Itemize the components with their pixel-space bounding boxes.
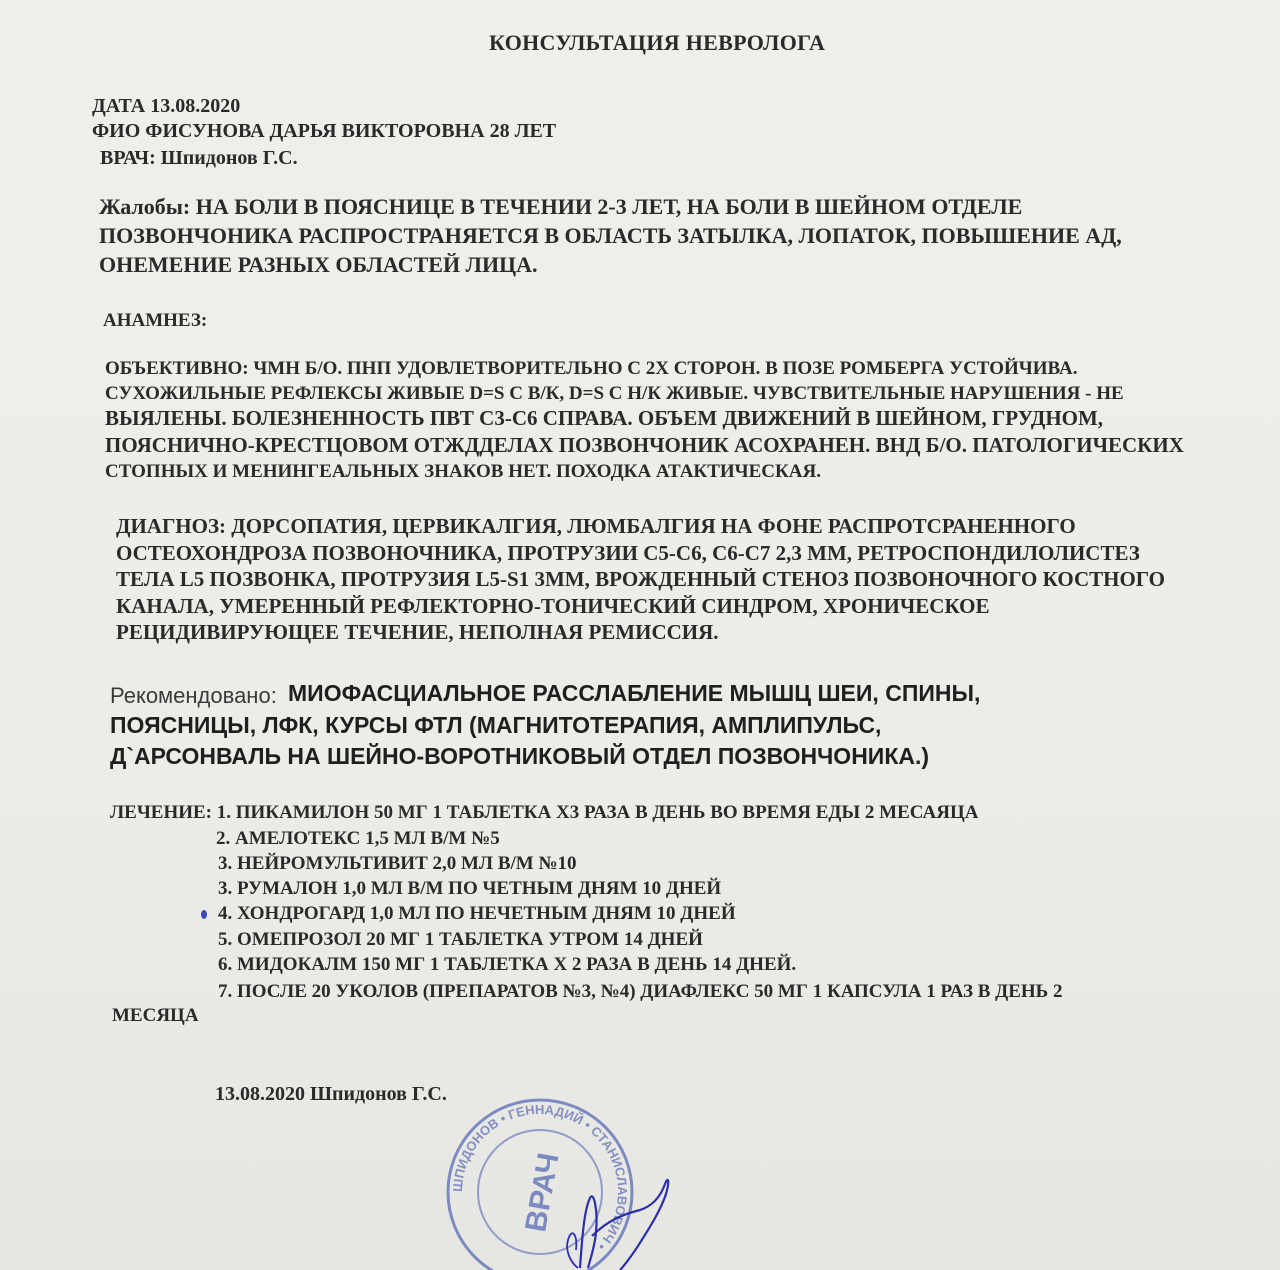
treatment-line-1: ЛЕЧЕНИЕ: 1. ПИКАМИЛОН 50 МГ 1 ТАБЛЕТКА Х3 РАЗА В ДЕНЬ ВО ВРЕМЯ ЕДЫ 2 МЕСАЯЦА [110,802,979,823]
treatment-line-4: 3. РУМАЛОН 1,0 МЛ В/М ПО ЧЕТНЫМ ДНЯМ 10 ДНЕЙ [218,878,722,899]
objective-line-4: ПОЯСНИЧНО-КРЕСТЦОВОМ ОТЖДДЕЛАХ ПОЗВОНЧОНИК АСОХРАНЕН. ВНД Б/О. ПАТОЛОГИЧЕСКИХ [105,433,1184,457]
anamnesis-heading: АНАМНЕЗ: [103,310,208,331]
recommended-line-2: ПОЯСНИЦЫ, ЛФК, КУРСЫ ФТЛ (МАГНИТОТЕРАПИЯ, АМПЛИПУЛЬС, [110,712,882,738]
treatment-line-6: 5. ОМЕПРОЗОЛ 20 МГ 1 ТАБЛЕТКА УТРОМ 14 ДНЕЙ [218,929,703,950]
treatment-line-7: 6. МИДОКАЛМ 150 МГ 1 ТАБЛЕТКА Х 2 РАЗА В ДЕНЬ 14 ДНЕЙ. [218,954,797,975]
diagnosis-line-2: ОСТЕОХОНДРОЗА ПОЗВОНОЧНИКА, ПРОТРУЗИИ С5-С6, С6-С7 2,3 ММ, РЕТРОСПОНДИЛОЛИСТЕЗ [116,541,1140,565]
handwritten-signature [520,1150,700,1270]
diagnosis-line-3: ТЕЛА L5 ПОЗВОНКА, ПРОТРУЗИЯ L5-S1 3ММ, ВРОЖДЕННЫЙ СТЕНОЗ ПОЗВОНОЧНОГО КОСТНОГО [116,567,1165,591]
footer-signature-line: 13.08.2020 Шпидонов Г.С. [215,1083,447,1105]
stamp-ring-text: ШПИДОНОВ • ГЕННАДИЙ • СТАНИСЛАВОВИЧ • [449,1101,631,1254]
treatment-line-5: 4. ХОНДРОГАРД 1,0 МЛ ПО НЕЧЕТНЫМ ДНЯМ 10 ДНЕЙ [218,903,736,924]
complaints-line-3: ОНЕМЕНИЕ РАЗНЫХ ОБЛАСТЕЙ ЛИЦА. [99,252,538,277]
patient-line: ФИО ФИСУНОВА ДАРЬЯ ВИКТОРОВНА 28 ЛЕТ [92,120,557,142]
objective-line-3: ВЫЯЛЕНЫ. БОЛЕЗНЕННОСТЬ ПВТ С3-С6 СПРАВА. ОБЪЕМ ДВИЖЕНИЙ В ШЕЙНОМ, ГРУДНОМ, [105,406,1104,430]
diagnosis-line-1: ДИАГНОЗ: ДОРСОПАТИЯ, ЦЕРВИКАЛГИЯ, ЛЮМБАЛГИЯ НА ФОНЕ РАСПРОТСРАНЕННОГО [116,514,1076,538]
treatment-line-8: 7. ПОСЛЕ 20 УКОЛОВ (ПРЕПАРАТОВ №3, №4) ДИАФЛЕКС 50 МГ 1 КАПСУЛА 1 РАЗ В ДЕНЬ 2 [218,981,1063,1002]
date-line: ДАТА 13.08.2020 [92,95,241,117]
recommended-line-3: Д`АРСОНВАЛЬ НА ШЕЙНО-ВОРОТНИКОВЫЙ ОТДЕЛ ПОЗВОНЧОНИКА.) [110,743,930,769]
ink-dot [201,910,207,919]
treatment-line-3: 3. НЕЙРОМУЛЬТИВИТ 2,0 МЛ В/М №10 [218,853,577,874]
objective-line-2: СУХОЖИЛЬНЫЕ РЕФЛЕКСЫ ЖИВЫЕ D=S С В/К, D=S С Н/К ЖИВЫЕ. ЧУВСТВИТЕЛЬНЫЕ НАРУШЕНИЯ - НЕ [105,383,1124,404]
treatment-line-2: 2. АМЕЛОТЕКС 1,5 МЛ В/М №5 [216,828,500,849]
diagnosis-line-5: РЕЦИДИВИРУЮЩЕЕ ТЕЧЕНИЕ, НЕПОЛНАЯ РЕМИССИЯ. [116,620,719,644]
stamp-center-text: ВРАЧ [519,1150,566,1235]
objective-line-1: ОБЪЕКТИВНО: ЧМН Б/О. ПНП УДОВЛЕТВОРИТЕЛЬНО С 2Х СТОРОН. В ПОЗЕ РОМБЕРГА УСТОЙЧИВА. [105,358,1078,379]
objective-line-5: СТОПНЫХ И МЕНИНГЕАЛЬНЫХ ЗНАКОВ НЕТ. ПОХОДКА АТАКТИЧЕСКАЯ. [105,461,821,482]
doctor-line: ВРАЧ: Шпидонов Г.С. [100,147,298,169]
recommended-line-1: МИОФАСЦИАЛЬНОЕ РАССЛАБЛЕНИЕ МЫШЦ ШЕИ, СПИНЫ, [288,680,981,706]
diagnosis-line-4: КАНАЛА, УМЕРЕННЫЙ РЕФЛЕКТОРНО-ТОНИЧЕСКИЙ СИНДРОМ, ХРОНИЧЕСКОЕ [116,594,990,618]
complaints-line-2: ПОЗВОНЧОНИКА РАСПРОСТРАНЯЕТСЯ В ОБЛАСТЬ ЗАТЫЛКА, ЛОПАТОК, ПОВЫШЕНИЕ АД, [99,223,1122,248]
document-title: КОНСУЛЬТАЦИЯ НЕВРОЛОГА [489,30,826,55]
recommended-label: Рекомендовано: [110,683,277,708]
complaints-line-1: Жалобы: НА БОЛИ В ПОЯСНИЦЕ В ТЕЧЕНИИ 2-3 ЛЕТ, НА БОЛИ В ШЕЙНОМ ОТДЕЛЕ [99,194,1023,219]
treatment-line-9: МЕСЯЦА [112,1005,199,1026]
